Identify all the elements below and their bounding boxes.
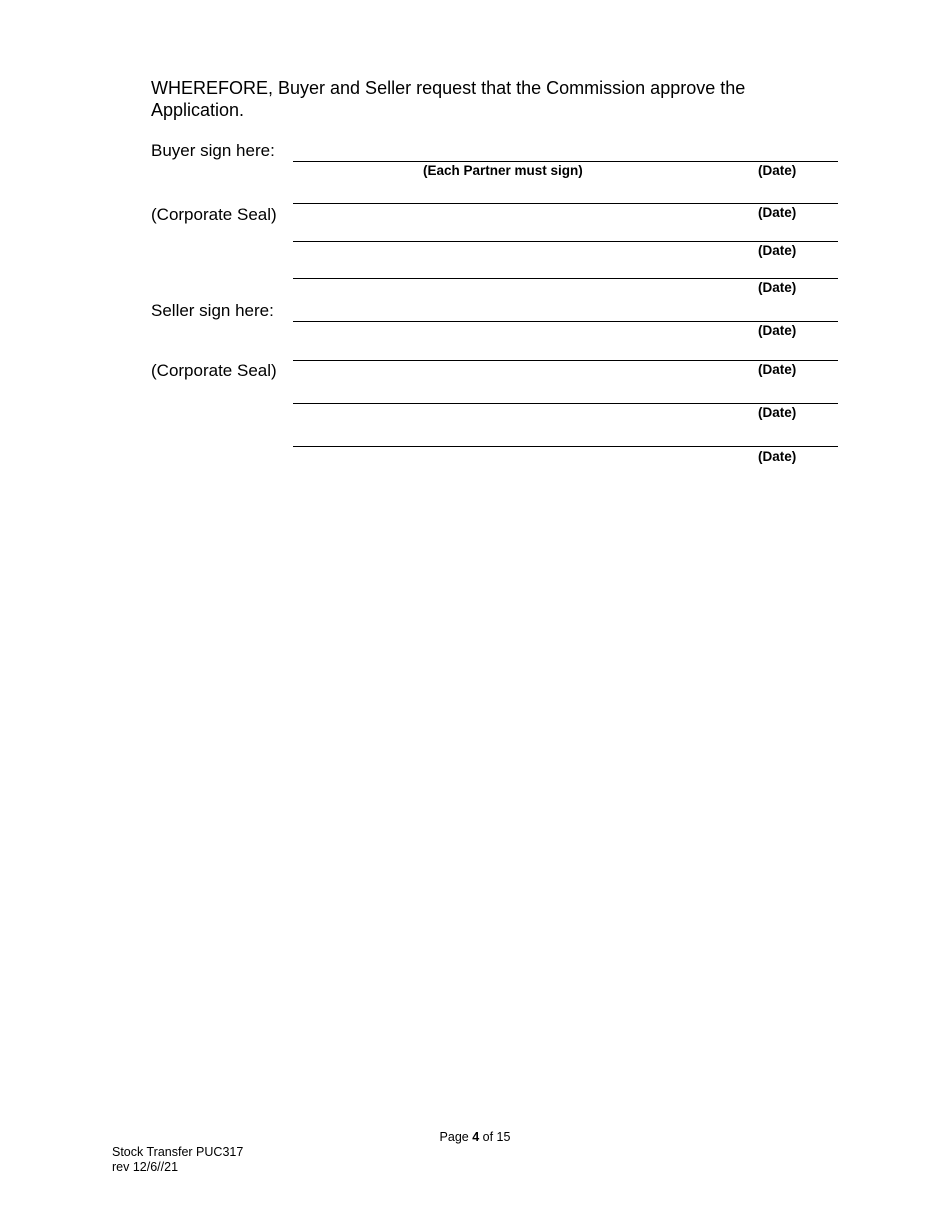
date-caption: (Date) <box>758 323 797 338</box>
each-partner-caption: (Each Partner must sign) <box>423 163 583 178</box>
page-number <box>0 1130 950 1145</box>
page-current: 4 <box>472 1130 480 1144</box>
buyer-signature-line-2[interactable] <box>293 203 838 204</box>
date-caption: (Date) <box>758 449 797 464</box>
seller-signature-line-1[interactable] <box>293 321 838 322</box>
date-caption: (Date) <box>758 243 797 258</box>
page-middle: of <box>479 1130 497 1144</box>
corporate-seal-label-buyer: (Corporate Seal) <box>151 205 277 224</box>
corporate-seal-label-seller: (Corporate Seal) <box>151 361 277 380</box>
date-caption: (Date) <box>758 405 797 420</box>
seller-sign-label: Seller sign here: <box>151 301 274 320</box>
buyer-signature-line-3[interactable] <box>293 241 838 242</box>
page-total: 15 <box>496 1130 511 1144</box>
form-name: Stock Transfer PUC317 <box>112 1145 244 1159</box>
buyer-signature-line-1[interactable] <box>293 161 838 162</box>
seller-signature-line-2[interactable] <box>293 360 838 361</box>
date-caption: (Date) <box>758 163 797 178</box>
date-caption: (Date) <box>758 205 797 220</box>
seller-signature-line-3[interactable] <box>293 403 838 404</box>
seller-signature-line-4[interactable] <box>293 446 838 447</box>
page-prefix: Page <box>439 1130 473 1144</box>
date-caption: (Date) <box>758 362 797 377</box>
buyer-sign-label: Buyer sign here: <box>151 141 275 160</box>
revision-date: rev 12/6//21 <box>112 1160 179 1174</box>
intro-paragraph: WHEREFORE, Buyer and Seller request that the Commission approve the Application. <box>151 78 746 120</box>
date-caption: (Date) <box>758 280 797 295</box>
buyer-signature-line-4[interactable] <box>293 278 838 279</box>
